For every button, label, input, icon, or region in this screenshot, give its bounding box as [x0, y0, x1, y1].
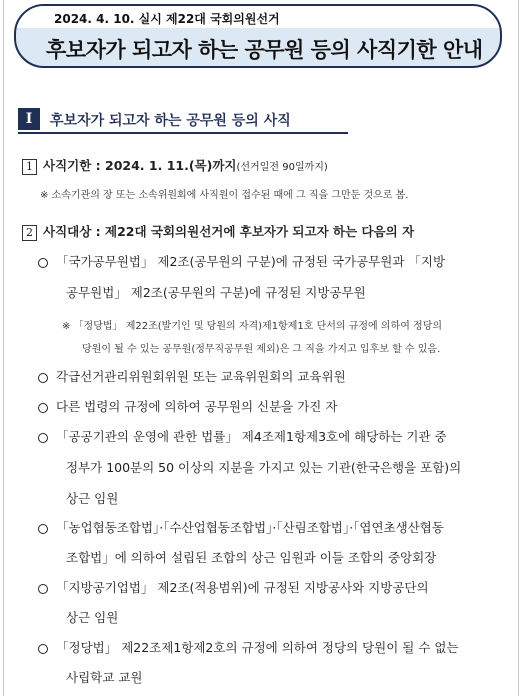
bullet-1	[38, 252, 445, 270]
item1-label: 사직기한 : 2024. 1. 11.(목)까지	[43, 158, 237, 173]
item1-note: ※ 소속기관의 장 또는 소속위원회에 사직원이 접수된 때에 그 직을 그만둔 것으로 봄.	[40, 190, 409, 201]
bullet-5	[38, 518, 444, 536]
bullet-3	[38, 397, 337, 415]
bullet-2	[38, 367, 346, 385]
bullet-1-note2: 당원이 될 수 있는 공무원(정무직공무원 제외)은 그 직을 가지고 입후보 할 수 있음.	[82, 344, 441, 355]
bullet-1-note1: ※ 「정당법」 제22조(발기인 및 당원의 자격)제1항제1호 단서의 규정에 의하여 정당의	[62, 321, 443, 332]
bullet-5-line1: 「농업협동조합법」·「수산업협동조합법」·「산림조합법」·「엽연초생산협동	[56, 520, 444, 535]
item2-label: 사직대상 : 제22대 국회의원선거에 후보자가 되고자 하는 다음의 자	[43, 224, 415, 239]
bullet-7-line1: 「정당법」 제22조제1항제2호의 규정에 의하여 정당의 당원이 될 수 없는	[56, 640, 459, 655]
bullet-circle-icon	[38, 403, 48, 413]
bullet-2-text: 각급선거관리위원회위원 또는 교육위원회의 교육위원	[56, 369, 346, 384]
section-number: I	[18, 108, 40, 130]
bullet-6	[38, 578, 429, 596]
bullet-1-line1: 「국가공무원법」 제2조(공무원의 구분)에 규정된 국가공무원과 「지방	[56, 254, 446, 269]
bullet-circle-icon	[38, 644, 48, 654]
bullet-circle-icon	[38, 433, 48, 443]
bullet-7-line2: 사립학교 교원	[66, 670, 143, 685]
page-border-left	[3, 0, 4, 696]
banner-title: 후보자가 되고자 하는 공무원 등의 사직기한 안내	[46, 38, 483, 62]
section-title: 후보자가 되고자 하는 공무원 등의 사직	[50, 113, 291, 129]
item1-row	[22, 156, 328, 175]
bullet-6-line2: 상근 임원	[66, 610, 119, 625]
bullet-4	[38, 427, 447, 445]
item2-number: 2	[22, 225, 37, 241]
header-banner	[14, 4, 502, 68]
bullet-5-line2: 조합법」에 의하여 설립된 조합의 상근 임원과 이들 조합의 중앙회장	[66, 550, 437, 565]
section-heading	[18, 108, 348, 130]
bullet-circle-icon	[38, 584, 48, 594]
bullet-4-line1: 「공공기관의 운영에 관한 법률」 제4조제1항제3호에 해당하는 기관 중	[56, 429, 447, 444]
bullet-circle-icon	[38, 524, 48, 534]
bullet-3-text: 다른 법령의 규정에 의하여 공무원의 신분을 가진 자	[56, 399, 338, 414]
bullet-4-line3: 상근 임원	[66, 491, 119, 506]
bullet-7	[38, 638, 459, 656]
bullet-4-line2: 정부가 100분의 50 이상의 지분을 가지고 있는 기관(한국은행을 포함)의	[66, 460, 462, 475]
bullet-circle-icon	[38, 373, 48, 383]
bullet-1-line2: 공무원법」 제2조(공무원의 구분)에 규정된 지방공무원	[66, 285, 366, 300]
bullet-circle-icon	[38, 258, 48, 268]
banner-subtitle: 2024. 4. 10. 실시 제22대 국회의원선거	[54, 12, 280, 26]
page-border-right	[518, 0, 519, 696]
item2-row	[22, 222, 414, 241]
item1-paren: (선거일전 90일까지)	[236, 162, 328, 173]
bullet-6-line1: 「지방공기업법」 제2조(적용범위)에 규정된 지방공사와 지방공단의	[56, 580, 429, 595]
section-underline	[18, 132, 348, 134]
item1-number: 1	[22, 159, 37, 175]
